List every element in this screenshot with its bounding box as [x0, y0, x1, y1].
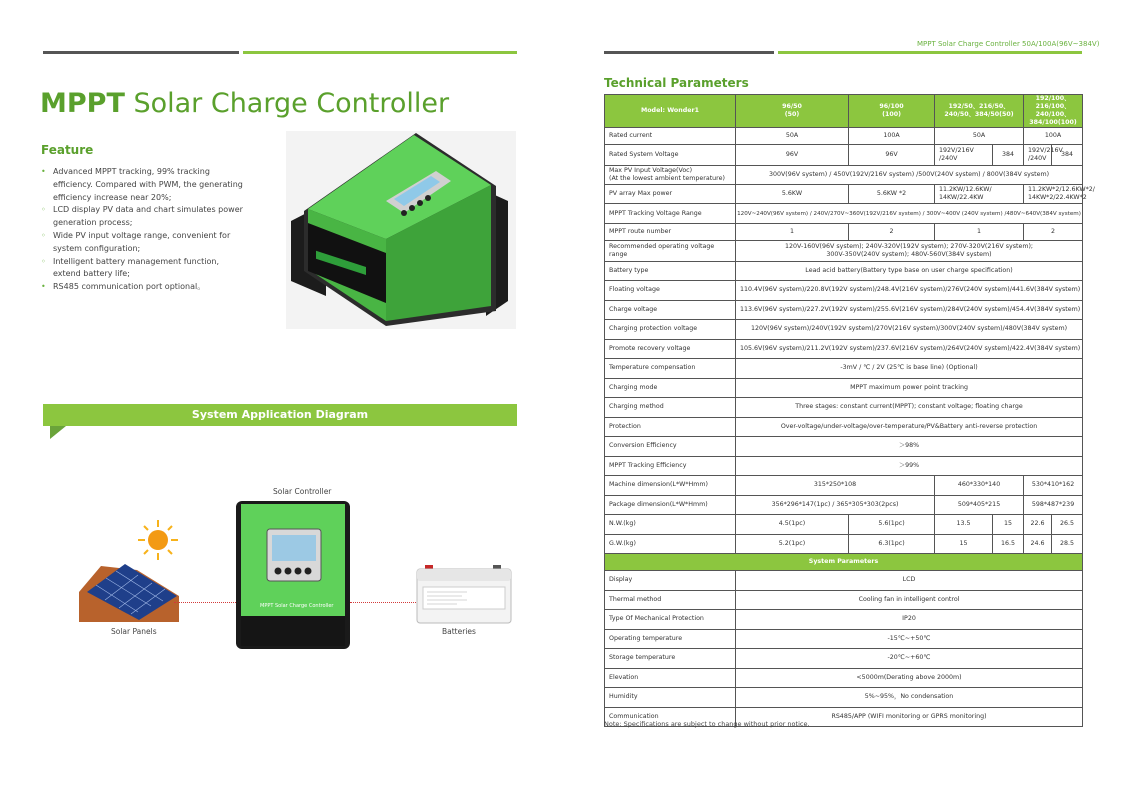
table-cell: Humidity: [605, 688, 736, 708]
table-cell: Max PV Input Voltage(Voc) (At the lowest ambient temperature): [605, 166, 736, 185]
table-row: [605, 320, 1083, 340]
table-cell: -3mV / ℃ / 2V (25℃ is base line) (Optional): [736, 359, 1083, 379]
table-cell: 15: [993, 515, 1024, 535]
table-cell: 5.6KW: [736, 185, 849, 204]
table-cell: MPPT maximum power point tracking: [736, 378, 1083, 398]
title-rest: Solar Charge Controller: [124, 88, 450, 119]
table-cell: Charge voltage: [605, 300, 736, 320]
table-row: [605, 629, 1083, 649]
feature-list: [41, 166, 246, 294]
table-cell: Type Of Mechanical Protection: [605, 610, 736, 630]
feature-item: [41, 230, 246, 256]
table-cell: Charging method: [605, 398, 736, 418]
bullet-icon: •: [41, 282, 46, 292]
table-cell: 15: [935, 534, 993, 554]
table-row: [605, 668, 1083, 688]
top-bar-dark-right: [604, 51, 774, 54]
table-cell: Floating voltage: [605, 281, 736, 301]
top-bar-dark-left: [43, 51, 239, 54]
table-cell: LCD: [736, 571, 1083, 591]
feature-item: [41, 281, 246, 294]
table-cell: 16.5: [993, 534, 1024, 554]
table-cell: LCD display PV data and chart simulates power generation process;: [53, 205, 243, 228]
header-cell: 96/100 (100): [849, 95, 935, 128]
table-row: [605, 128, 1083, 145]
table-row: [605, 262, 1083, 281]
table-cell: ＞98%: [736, 437, 1083, 457]
table-row: [605, 456, 1083, 476]
diagram-heading: System Application Diagram: [43, 404, 517, 426]
table-cell: Rated System Voltage: [605, 145, 736, 166]
table-cell: Three stages: constant current(MPPT); constant voltage; floating charge: [736, 398, 1083, 418]
table-cell: -15℃~+50℃: [736, 629, 1083, 649]
table-cell: 384: [1052, 145, 1083, 166]
table-cell: 100A: [849, 128, 935, 145]
table-cell: Rated current: [605, 128, 736, 145]
table-cell: 356*296*147(1pc) / 365*305*303(2pcs): [736, 495, 935, 515]
bullet-icon: ◦: [41, 230, 46, 240]
table-cell: 96V: [736, 145, 849, 166]
table-cell: Intelligent battery management function, extend battery life;: [53, 256, 220, 279]
table-row: [605, 495, 1083, 515]
charge-controller-illustration: [286, 131, 516, 329]
panels-label: Solar Panels: [111, 627, 157, 636]
table-row: [605, 610, 1083, 630]
table-cell: 1: [736, 224, 849, 241]
batteries-label: Batteries: [442, 627, 476, 636]
feature-item: [41, 166, 246, 204]
spec-table: [604, 94, 1095, 727]
title-bold: MPPT: [40, 88, 125, 119]
table-cell: 113.6V(96V system)/227.2V(192V system)/255.6V(216V system)/284V(240V system)/454.4V(384V system): [736, 300, 1083, 320]
table-cell: Elevation: [605, 668, 736, 688]
table-row: [605, 378, 1083, 398]
table-cell: 1: [935, 224, 1024, 241]
system-params-header: [605, 554, 1083, 571]
table-row: [605, 300, 1083, 320]
table-row: [605, 185, 1083, 204]
table-row: [605, 224, 1083, 241]
controller-label: Solar Controller: [273, 487, 332, 496]
header-cell: Model: Wonder1: [605, 95, 736, 128]
table-cell: Conversion Efficiency: [605, 437, 736, 457]
table-cell: 5.2(1pc): [736, 534, 849, 554]
table-cell: 192V/216V /240V: [1024, 145, 1052, 166]
connector-line: [174, 602, 236, 603]
table-row: [605, 688, 1083, 708]
table-cell: 2: [1024, 224, 1083, 241]
table-cell: 105.6V(96V system)/211.2V(192V system)/237.6V(216V system)/264V(240V system)/422.4V(384V system): [736, 339, 1083, 359]
table-cell: 120V~240V(96V system) / 240V/270V~360V(192V/216V system) / 300V~400V (240V system) /480V~640V(384V system): [736, 204, 1083, 224]
table-cell: 100A: [1024, 128, 1083, 145]
table-row: [605, 534, 1083, 554]
device-label: MPPT Solar Charge Controller: [260, 603, 334, 609]
table-cell: 6.3(1pc): [849, 534, 935, 554]
table-cell: 120V-160V(96V system); 240V-320V(192V system); 270V-320V(216V system); 300V-350V(240V system); 480V-560V(384V system): [736, 241, 1083, 262]
table-cell: 22.6: [1024, 515, 1052, 535]
table-cell: 315*250*108: [736, 476, 935, 496]
table-header-row: [605, 95, 1083, 128]
table-cell: 50A: [935, 128, 1024, 145]
table-cell: 26.5: [1052, 515, 1083, 535]
solar-controller-image: [236, 499, 350, 651]
table-cell: 192V/216V /240V: [935, 145, 993, 166]
table-cell: 50A: [736, 128, 849, 145]
table-cell: Cooling fan in intelligent control: [736, 590, 1083, 610]
table-cell: Thermal method: [605, 590, 736, 610]
table-cell: 13.5: [935, 515, 993, 535]
table-cell: 384: [993, 145, 1024, 166]
top-bar-green-right: [778, 51, 1082, 54]
header-cell: 192/50、216/50、 240/50、384/50(50): [935, 95, 1024, 128]
table-cell: 24.6: [1024, 534, 1052, 554]
table-row: [605, 571, 1083, 591]
table-cell: 5.6KW *2: [849, 185, 935, 204]
table-cell: 460*330*140: [935, 476, 1024, 496]
table-cell: Battery type: [605, 262, 736, 281]
top-bar-green-left: [243, 51, 517, 54]
table-cell: RS485/APP (WIFI monitoring or GPRS monitoring): [736, 707, 1083, 727]
table-cell: 11.2KW/12.6KW/ 14KW/22.4KW: [935, 185, 1024, 204]
table-cell: Temperature compensation: [605, 359, 736, 379]
table-row: [605, 515, 1083, 535]
connector-line: [350, 602, 416, 603]
table-cell: 110.4V(96V system)/220.8V(192V system)/248.4V(216V system)/276V(240V system)/441.6V(384V system): [736, 281, 1083, 301]
table-cell: Display: [605, 571, 736, 591]
product-photo: [286, 131, 516, 329]
table-cell: ＞99%: [736, 456, 1083, 476]
table-cell: -20℃~+60℃: [736, 649, 1083, 669]
table-cell: Charging protection voltage: [605, 320, 736, 340]
tech-params-heading: Technical Parameters: [604, 76, 749, 90]
table-cell: IP20: [736, 610, 1083, 630]
footnote: Note: Specifications are subject to change without prior notice.: [604, 720, 810, 728]
page-title: [40, 88, 449, 119]
table-cell: 509*405*215: [935, 495, 1024, 515]
table-cell: 530*410*162: [1024, 476, 1083, 496]
table-row: [605, 145, 1083, 166]
table-row: [605, 241, 1083, 262]
table-cell: G.W.(kg): [605, 534, 736, 554]
table-cell: MPPT Tracking Voltage Range: [605, 204, 736, 224]
feature-heading: Feature: [41, 143, 94, 157]
table-cell: Promote recovery voltage: [605, 339, 736, 359]
table-cell: Operating temperature: [605, 629, 736, 649]
table-cell: 96V: [849, 145, 935, 166]
table-cell: Advanced MPPT tracking, 99% tracking efficiency. Compared with PWM, the generating efficiency increase near 20%;: [53, 167, 243, 202]
table-cell: Communication: [605, 707, 736, 727]
heading-corner: [50, 426, 66, 439]
table-cell: MPPT Tracking Efficiency: [605, 456, 736, 476]
table-cell: N.W.(kg): [605, 515, 736, 535]
header-subtitle: MPPT Solar Charge Controller 50A/100A(96V~384V): [917, 40, 1100, 48]
table-row: [605, 590, 1083, 610]
table-cell: Storage temperature: [605, 649, 736, 669]
feature-item: [41, 204, 246, 230]
table-cell: 300V(96V system) / 450V(192V/216V system) /500V(240V system) / 800V(384V system): [736, 166, 1083, 185]
table-cell: Protection: [605, 417, 736, 437]
bullet-icon: ◦: [41, 205, 46, 215]
table-cell: MPPT route number: [605, 224, 736, 241]
table-cell: Wide PV input voltage range, convenient for system configuration;: [53, 230, 231, 253]
table-cell: 598*487*239: [1024, 495, 1083, 515]
table-cell: RS485 communication port optional。: [53, 282, 206, 292]
table-cell: Lead acid battery(Battery type base on user charge specification): [736, 262, 1083, 281]
battery-image: [417, 565, 511, 627]
bullet-icon: •: [41, 167, 46, 176]
table-row: [605, 417, 1083, 437]
table-row: [605, 649, 1083, 669]
table-cell: 5%~95%，No condensation: [736, 688, 1083, 708]
header-cell: 96/50 (50): [736, 95, 849, 128]
table-row: [605, 398, 1083, 418]
solar-panels-image: [79, 556, 179, 626]
table-row: [605, 339, 1083, 359]
table-cell: Recommended operating voltage range: [605, 241, 736, 262]
table-row: [605, 437, 1083, 457]
table-cell: Over-voltage/under-voltage/over-temperature/PV&Battery anti-reverse protection: [736, 417, 1083, 437]
table-cell: 2: [849, 224, 935, 241]
table-cell: Charging mode: [605, 378, 736, 398]
bullet-icon: ◦: [41, 256, 46, 266]
table-row: [605, 281, 1083, 301]
table-row: [605, 359, 1083, 379]
table-cell: PV array Max power: [605, 185, 736, 204]
table-cell: 11.2KW*2/12.6KW*2/ 14KW*2/22.4KW*2: [1024, 185, 1083, 204]
table-cell: Machine dimension(L*W*Hmm): [605, 476, 736, 496]
table-cell: Package dimension(L*W*Hmm): [605, 495, 736, 515]
table-row: [605, 204, 1083, 224]
table-cell: 5.6(1pc): [849, 515, 935, 535]
table-cell: 28.5: [1052, 534, 1083, 554]
table-cell: 120V(96V system)/240V(192V system)/270V(216V system)/300V(240V system)/480V(384V system): [736, 320, 1083, 340]
table-cell: <5000m(Derating above 2000m): [736, 668, 1083, 688]
header-cell: 192/100、216/100、 240/100、384/100(100): [1024, 95, 1083, 128]
table-row: [605, 476, 1083, 496]
table-row: [605, 166, 1083, 185]
feature-item: [41, 256, 246, 282]
table-cell: 4.5(1pc): [736, 515, 849, 535]
table-cell: System Parameters: [605, 554, 1083, 571]
